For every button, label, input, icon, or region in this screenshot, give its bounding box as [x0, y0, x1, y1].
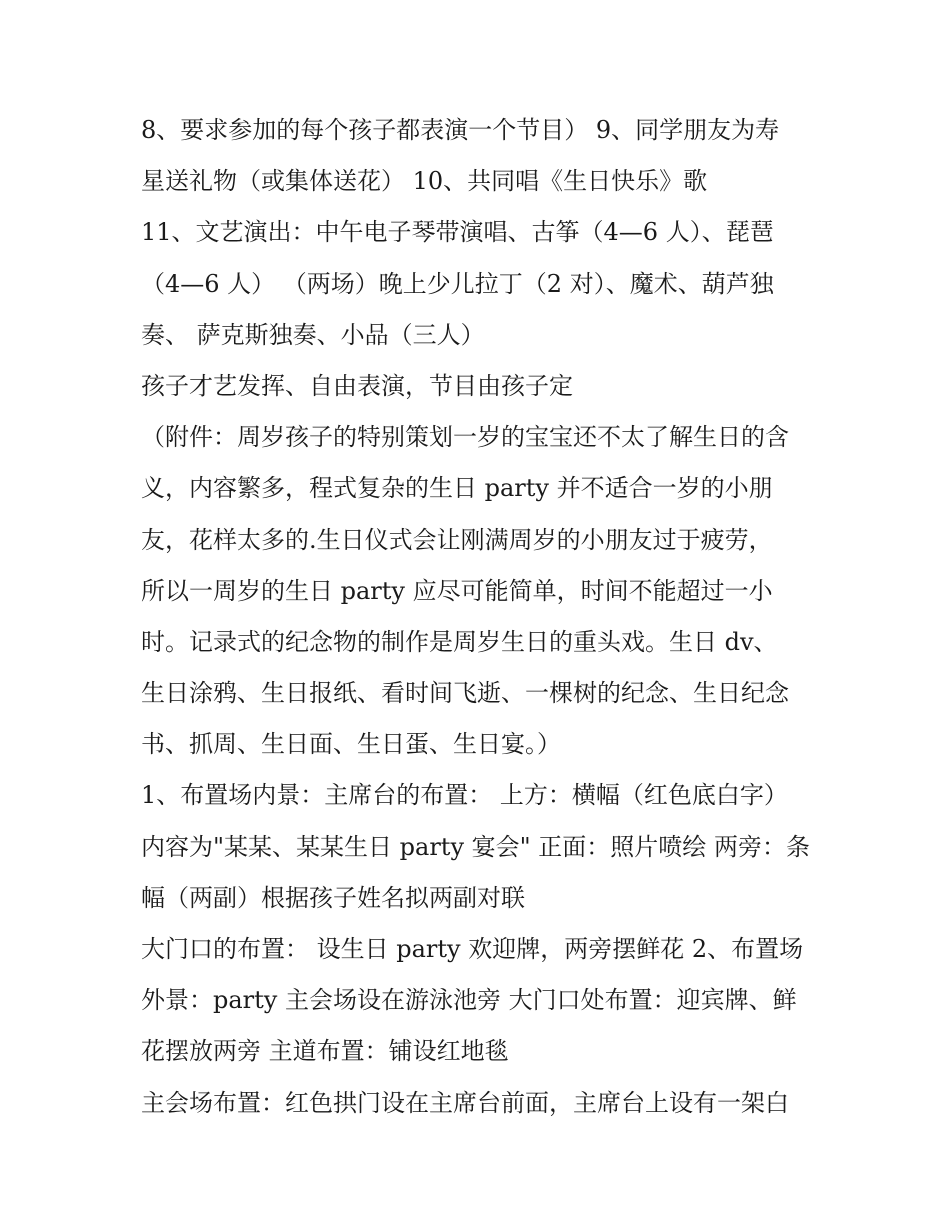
text-line: 时。记录式的纪念物的制作是周岁生日的重头戏。生日 dv、 — [141, 627, 778, 656]
text-line: 星送礼物（或集体送花） 10、共同唱《生日快乐》歌 — [141, 167, 708, 196]
text-line: 11、文艺演出：中午电子琴带演唱、古筝（4—6 人）、琵琶 — [141, 218, 774, 247]
text-line: 奏、 萨克斯独奏、小品（三人） — [141, 320, 485, 349]
text-line: 大门口的布置： 设生日 party 欢迎牌，两旁摆鲜花 2、布置场 — [141, 935, 804, 963]
text-line: 主会场布置：红色拱门设在主席台前面，主席台上设有一架白 — [141, 1088, 789, 1117]
text-line: 生日涂鸦、生日报纸、看时间飞逝、一棵树的纪念、生日纪念 — [141, 679, 789, 708]
text-line: （4—6 人） （两场）晚上少儿拉丁（2 对）、魔术、葫芦独 — [141, 269, 774, 298]
text-line: 花摆放两旁 主道布置：铺设红地毯 — [141, 1037, 509, 1066]
text-line: 1、布置场内景：主席台的布置： 上方：横幅（红色底白字） — [141, 781, 788, 810]
text-line: 所以一周岁的生日 party 应尽可能简单，时间不能超过一小 — [141, 576, 773, 605]
text-line: 幅（两副）根据孩子姓名拟两副对联 — [141, 883, 525, 912]
text-line: 8、要求参加的每个孩子都表演一个节目） 9、同学朋友为寿 — [141, 116, 780, 144]
text-line: 友，花样太多的.生日仪式会让刚满周岁的小朋友过于疲劳， — [141, 525, 773, 554]
text-line: 内容为"某某、某某生日 party 宴会" 正面：照片喷绘 两旁：条 — [141, 832, 810, 861]
text-line: （附件：周岁孩子的特别策划一岁的宝宝还不太了解生日的含 — [141, 423, 789, 452]
text-line: 外景：party 主会场设在游泳池旁 大门口处布置：迎宾牌、鲜 — [141, 986, 797, 1015]
text-line: 义，内容繁多，程式复杂的生日 party 并不适合一岁的小朋 — [141, 474, 773, 503]
text-line: 书、抓周、生日面、生日蛋、生日宴。） — [141, 730, 561, 759]
document-body — [141, 105, 821, 1129]
text-line: 孩子才艺发挥、自由表演，节目由孩子定 — [141, 371, 573, 400]
